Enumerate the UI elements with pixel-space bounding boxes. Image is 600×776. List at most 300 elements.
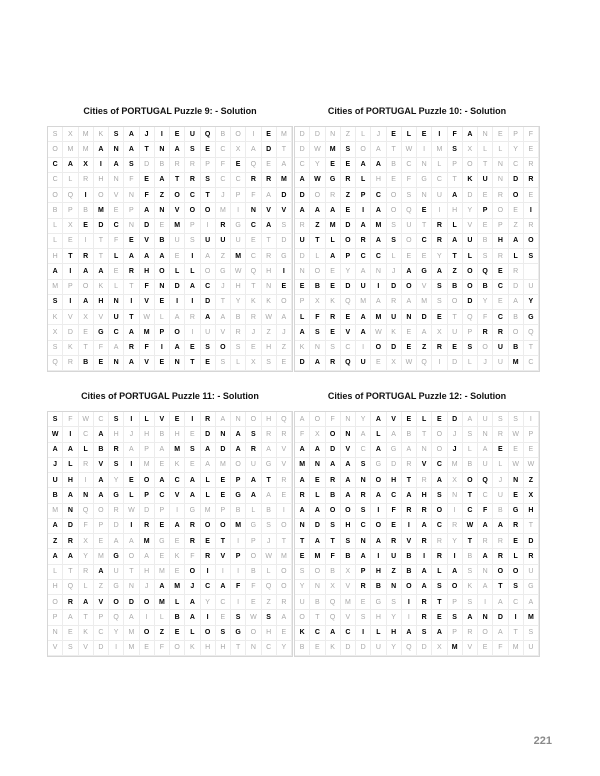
grid-cell: R: [170, 158, 185, 173]
grid-cell: C: [216, 173, 231, 188]
grid-cell: T: [63, 565, 78, 580]
grid-cell: Z: [448, 264, 463, 279]
grid-cell: A: [262, 443, 277, 458]
grid-cell: P: [524, 427, 539, 442]
grid-cell: E: [432, 412, 447, 427]
grid-cell: I: [185, 325, 200, 340]
grid-cell: L: [155, 310, 170, 325]
grid-cell: W: [310, 142, 325, 157]
grid-cell: E: [341, 158, 356, 173]
grid-cell: L: [463, 356, 478, 371]
grid-cell: M: [94, 549, 109, 564]
grid-cell: X: [310, 295, 325, 310]
grid-cell: O: [387, 188, 402, 203]
grid-cell: I: [277, 264, 292, 279]
grid-cell: O: [478, 341, 493, 356]
grid-cell: T: [231, 641, 246, 656]
grid-cell: C: [48, 158, 63, 173]
grid-cell: L: [124, 488, 139, 503]
grid-cell: X: [63, 219, 78, 234]
grid-cell: B: [402, 549, 417, 564]
grid-cell: R: [185, 310, 200, 325]
grid-cell: B: [402, 427, 417, 442]
grid-cell: S: [295, 565, 310, 580]
grid-cell: O: [432, 427, 447, 442]
grid-cell: J: [387, 264, 402, 279]
grid-cell: E: [341, 310, 356, 325]
grid-cell: H: [201, 641, 216, 656]
puzzle-title: Cities of PORTUGAL Puzzle 12: - Solution: [327, 391, 507, 401]
grid-cell: E: [94, 534, 109, 549]
grid-cell: I: [277, 504, 292, 519]
grid-cell: A: [417, 565, 432, 580]
grid-cell: D: [326, 443, 341, 458]
grid-cell: Z: [417, 341, 432, 356]
grid-cell: L: [109, 249, 124, 264]
grid-cell: G: [109, 549, 124, 564]
grid-cell: O: [432, 443, 447, 458]
grid-cell: N: [509, 473, 524, 488]
grid-cell: O: [509, 188, 524, 203]
grid-cell: [524, 264, 539, 279]
grid-cell: A: [371, 534, 386, 549]
grid-cell: N: [356, 534, 371, 549]
grid-cell: E: [509, 488, 524, 503]
grid-cell: A: [463, 610, 478, 625]
grid-cell: W: [509, 427, 524, 442]
grid-cell: E: [387, 519, 402, 534]
grid-cell: L: [109, 280, 124, 295]
grid-cell: S: [326, 519, 341, 534]
grid-cell: C: [201, 280, 216, 295]
grid-cell: Z: [524, 473, 539, 488]
grid-cell: H: [94, 173, 109, 188]
grid-cell: E: [216, 488, 231, 503]
grid-cell: V: [94, 595, 109, 610]
grid-cell: A: [155, 173, 170, 188]
grid-cell: K: [185, 641, 200, 656]
grid-cell: T: [79, 610, 94, 625]
grid-cell: R: [185, 158, 200, 173]
grid-cell: A: [371, 203, 386, 218]
grid-cell: G: [524, 580, 539, 595]
grid-cell: J: [478, 356, 493, 371]
grid-cell: W: [79, 412, 94, 427]
grid-cell: A: [94, 565, 109, 580]
grid-cell: T: [310, 610, 325, 625]
grid-cell: M: [216, 458, 231, 473]
grid-cell: R: [185, 534, 200, 549]
grid-cell: V: [170, 488, 185, 503]
grid-cell: P: [448, 158, 463, 173]
grid-cell: E: [295, 549, 310, 564]
grid-cell: F: [295, 427, 310, 442]
grid-cell: G: [109, 488, 124, 503]
grid-cell: C: [170, 473, 185, 488]
grid-cell: M: [524, 610, 539, 625]
grid-cell: E: [509, 203, 524, 218]
grid-cell: Z: [387, 565, 402, 580]
grid-cell: M: [170, 443, 185, 458]
grid-cell: D: [417, 310, 432, 325]
grid-cell: E: [277, 356, 292, 371]
grid-cell: R: [509, 264, 524, 279]
grid-cell: E: [448, 341, 463, 356]
grid-cell: N: [493, 158, 508, 173]
grid-cell: X: [79, 158, 94, 173]
grid-cell: D: [448, 356, 463, 371]
grid-cell: L: [493, 142, 508, 157]
grid-cell: Y: [432, 249, 447, 264]
grid-cell: A: [295, 173, 310, 188]
grid-cell: H: [262, 412, 277, 427]
grid-cell: A: [295, 203, 310, 218]
grid-cell: E: [277, 280, 292, 295]
grid-cell: L: [448, 219, 463, 234]
grid-cell: X: [48, 325, 63, 340]
grid-cell: R: [63, 534, 78, 549]
grid-cell: R: [79, 458, 94, 473]
grid-cell: Y: [448, 534, 463, 549]
grid-cell: N: [341, 427, 356, 442]
grid-cell: H: [140, 427, 155, 442]
grid-cell: E: [402, 412, 417, 427]
grid-cell: W: [509, 458, 524, 473]
grid-cell: E: [326, 325, 341, 340]
grid-cell: O: [509, 565, 524, 580]
grid-cell: D: [277, 188, 292, 203]
grid-cell: E: [402, 341, 417, 356]
grid-cell: T: [185, 356, 200, 371]
grid-cell: R: [356, 488, 371, 503]
grid-cell: K: [326, 641, 341, 656]
grid-cell: F: [326, 412, 341, 427]
letter-grid: [47, 126, 293, 372]
grid-cell: A: [463, 127, 478, 142]
grid-cell: E: [201, 356, 216, 371]
grid-cell: C: [371, 249, 386, 264]
grid-cell: G: [231, 219, 246, 234]
grid-cell: S: [478, 249, 493, 264]
grid-cell: N: [124, 188, 139, 203]
grid-cell: A: [463, 412, 478, 427]
grid-cell: N: [478, 127, 493, 142]
grid-cell: C: [356, 519, 371, 534]
grid-cell: X: [524, 488, 539, 503]
page-number: 221: [533, 735, 552, 747]
grid-cell: V: [48, 641, 63, 656]
grid-cell: Z: [155, 626, 170, 641]
grid-cell: P: [48, 610, 63, 625]
grid-cell: O: [201, 626, 216, 641]
grid-cell: D: [170, 280, 185, 295]
grid-cell: M: [140, 325, 155, 340]
grid-cell: C: [356, 249, 371, 264]
grid-cell: B: [310, 595, 325, 610]
grid-cell: F: [140, 280, 155, 295]
grid-cell: W: [231, 264, 246, 279]
grid-cell: S: [432, 295, 447, 310]
grid-cell: P: [493, 219, 508, 234]
grid-cell: O: [94, 504, 109, 519]
grid-cell: U: [524, 280, 539, 295]
grid-cell: L: [326, 234, 341, 249]
grid-cell: L: [63, 458, 78, 473]
grid-cell: E: [170, 565, 185, 580]
grid-cell: R: [326, 188, 341, 203]
grid-cell: R: [201, 549, 216, 564]
grid-cell: E: [326, 280, 341, 295]
grid-cell: R: [509, 519, 524, 534]
grid-cell: C: [509, 595, 524, 610]
grid-cell: E: [246, 341, 261, 356]
grid-cell: L: [79, 580, 94, 595]
grid-cell: B: [170, 610, 185, 625]
grid-cell: L: [262, 565, 277, 580]
grid-cell: S: [463, 341, 478, 356]
grid-cell: R: [432, 219, 447, 234]
grid-cell: C: [246, 249, 261, 264]
grid-cell: A: [109, 341, 124, 356]
grid-cell: F: [231, 580, 246, 595]
grid-cell: E: [246, 595, 261, 610]
grid-cell: R: [417, 595, 432, 610]
grid-cell: D: [94, 641, 109, 656]
grid-cell: D: [356, 641, 371, 656]
grid-cell: H: [341, 519, 356, 534]
grid-cell: E: [341, 203, 356, 218]
grid-cell: A: [356, 219, 371, 234]
grid-cell: V: [463, 641, 478, 656]
grid-cell: R: [493, 549, 508, 564]
grid-cell: L: [509, 249, 524, 264]
grid-cell: A: [295, 504, 310, 519]
grid-cell: H: [140, 264, 155, 279]
grid-cell: F: [246, 580, 261, 595]
grid-cell: S: [109, 127, 124, 142]
grid-cell: R: [79, 173, 94, 188]
grid-cell: C: [94, 626, 109, 641]
grid-cell: P: [231, 549, 246, 564]
grid-cell: R: [524, 549, 539, 564]
grid-cell: R: [79, 565, 94, 580]
grid-cell: T: [63, 249, 78, 264]
grid-cell: T: [524, 341, 539, 356]
grid-cell: F: [79, 519, 94, 534]
grid-cell: J: [140, 580, 155, 595]
grid-cell: Y: [277, 641, 292, 656]
grid-cell: A: [155, 249, 170, 264]
grid-cell: K: [94, 280, 109, 295]
grid-cell: N: [310, 580, 325, 595]
grid-cell: N: [417, 443, 432, 458]
grid-cell: O: [402, 234, 417, 249]
grid-cell: G: [371, 458, 386, 473]
grid-cell: S: [493, 412, 508, 427]
grid-cell: Q: [109, 610, 124, 625]
grid-cell: A: [478, 519, 493, 534]
grid-cell: E: [109, 264, 124, 279]
grid-cell: N: [478, 427, 493, 442]
grid-cell: M: [277, 127, 292, 142]
grid-cell: A: [185, 488, 200, 503]
grid-cell: A: [295, 443, 310, 458]
grid-cell: T: [201, 188, 216, 203]
grid-cell: K: [94, 127, 109, 142]
grid-cell: H: [371, 173, 386, 188]
grid-cell: D: [509, 173, 524, 188]
grid-cell: A: [124, 142, 139, 157]
grid-cell: G: [326, 173, 341, 188]
grid-cell: M: [48, 280, 63, 295]
grid-cell: O: [463, 158, 478, 173]
grid-cell: F: [326, 549, 341, 564]
grid-cell: U: [109, 310, 124, 325]
grid-cell: X: [79, 534, 94, 549]
grid-cell: B: [94, 443, 109, 458]
grid-cell: A: [371, 158, 386, 173]
grid-cell: P: [94, 519, 109, 534]
grid-cell: A: [185, 280, 200, 295]
grid-cell: S: [417, 626, 432, 641]
grid-cell: A: [402, 488, 417, 503]
grid-cell: A: [277, 310, 292, 325]
grid-cell: Q: [326, 610, 341, 625]
grid-cell: O: [310, 412, 325, 427]
grid-cell: O: [448, 295, 463, 310]
grid-cell: Y: [478, 295, 493, 310]
grid-cell: O: [246, 626, 261, 641]
grid-cell: O: [463, 264, 478, 279]
grid-cell: R: [478, 325, 493, 340]
grid-cell: R: [246, 443, 261, 458]
grid-cell: V: [140, 356, 155, 371]
grid-cell: N: [448, 488, 463, 503]
grid-cell: E: [478, 188, 493, 203]
grid-cell: T: [140, 142, 155, 157]
grid-cell: L: [201, 488, 216, 503]
grid-cell: Z: [155, 188, 170, 203]
grid-cell: G: [417, 173, 432, 188]
grid-cell: M: [170, 219, 185, 234]
grid-cell: A: [478, 549, 493, 564]
grid-cell: K: [463, 580, 478, 595]
grid-cell: N: [48, 626, 63, 641]
grid-cell: A: [295, 473, 310, 488]
grid-cell: G: [231, 626, 246, 641]
grid-cell: A: [155, 443, 170, 458]
grid-cell: S: [341, 142, 356, 157]
grid-cell: U: [371, 641, 386, 656]
grid-cell: T: [524, 519, 539, 534]
grid-cell: E: [79, 219, 94, 234]
grid-cell: J: [216, 188, 231, 203]
grid-cell: S: [48, 341, 63, 356]
grid-cell: T: [277, 534, 292, 549]
grid-cell: R: [277, 473, 292, 488]
grid-cell: N: [493, 173, 508, 188]
grid-cell: K: [79, 626, 94, 641]
grid-cell: A: [170, 519, 185, 534]
grid-cell: O: [371, 473, 386, 488]
grid-cell: D: [387, 458, 402, 473]
grid-cell: I: [185, 249, 200, 264]
grid-cell: S: [185, 142, 200, 157]
grid-cell: A: [448, 565, 463, 580]
grid-cell: E: [185, 458, 200, 473]
grid-cell: A: [341, 488, 356, 503]
grid-cell: R: [356, 580, 371, 595]
grid-cell: H: [216, 641, 231, 656]
grid-cell: X: [246, 356, 261, 371]
grid-cell: R: [493, 427, 508, 442]
grid-cell: U: [524, 565, 539, 580]
grid-cell: O: [48, 595, 63, 610]
grid-cell: A: [509, 295, 524, 310]
grid-cell: R: [417, 534, 432, 549]
grid-cell: Q: [79, 504, 94, 519]
grid-cell: E: [417, 249, 432, 264]
grid-cell: J: [371, 127, 386, 142]
grid-cell: C: [417, 234, 432, 249]
grid-cell: D: [295, 142, 310, 157]
grid-cell: N: [124, 580, 139, 595]
grid-cell: U: [493, 356, 508, 371]
grid-cell: W: [463, 519, 478, 534]
grid-cell: A: [493, 626, 508, 641]
grid-cell: A: [448, 188, 463, 203]
grid-cell: E: [63, 626, 78, 641]
grid-cell: B: [326, 488, 341, 503]
grid-cell: S: [463, 427, 478, 442]
grid-cell: A: [417, 519, 432, 534]
grid-cell: R: [326, 356, 341, 371]
grid-cell: S: [326, 341, 341, 356]
grid-cell: D: [277, 234, 292, 249]
grid-cell: A: [478, 443, 493, 458]
grid-cell: X: [463, 142, 478, 157]
grid-cell: D: [448, 412, 463, 427]
grid-cell: S: [185, 443, 200, 458]
grid-cell: A: [94, 473, 109, 488]
grid-cell: H: [48, 249, 63, 264]
grid-cell: H: [417, 488, 432, 503]
grid-cell: D: [509, 280, 524, 295]
grid-cell: H: [493, 234, 508, 249]
grid-cell: I: [231, 534, 246, 549]
grid-cell: A: [326, 458, 341, 473]
grid-cell: O: [170, 325, 185, 340]
grid-cell: E: [185, 427, 200, 442]
grid-cell: I: [155, 127, 170, 142]
grid-cell: V: [216, 549, 231, 564]
grid-cell: O: [94, 188, 109, 203]
grid-cell: S: [448, 610, 463, 625]
grid-cell: M: [509, 356, 524, 371]
grid-cell: O: [48, 188, 63, 203]
grid-cell: R: [493, 249, 508, 264]
grid-cell: U: [387, 310, 402, 325]
grid-cell: K: [246, 295, 261, 310]
grid-cell: A: [246, 142, 261, 157]
grid-cell: R: [387, 534, 402, 549]
grid-cell: O: [463, 473, 478, 488]
grid-cell: F: [493, 641, 508, 656]
grid-cell: P: [140, 488, 155, 503]
grid-cell: A: [63, 443, 78, 458]
grid-cell: M: [310, 549, 325, 564]
grid-cell: A: [295, 325, 310, 340]
